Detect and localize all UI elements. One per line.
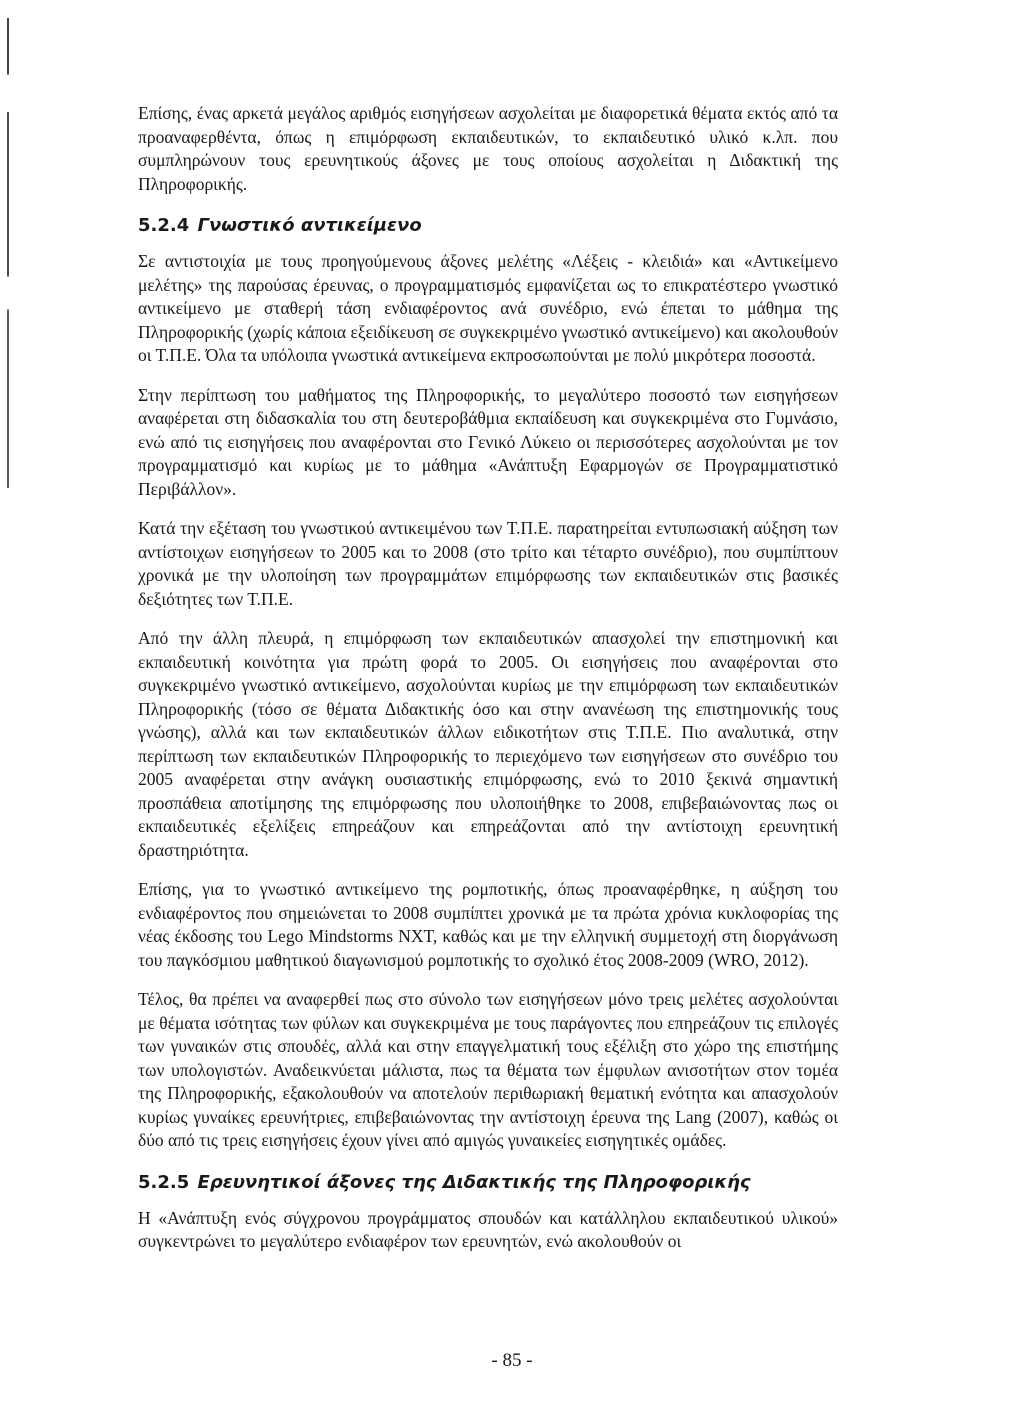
page-number: - 85 - xyxy=(491,1350,533,1371)
section-title: Γνωστικό αντικείμενο xyxy=(197,215,422,236)
paragraph: Επίσης, για το γνωστικό αντικείμενο της ρομποτικής, όπως προαναφέρθηκε, η αύξηση του ενδιαφέροντος που σημειώνεται το 2008 συμπίπτει χρονικά με τα πρώτα χρόνια κυκλοφορίας της νέας έκδοσης του Lego Mindstorms NXT, καθώς και με την ελληνική συμμετοχή στη διοργάνωση του παγκόσμιου μαθητικού διαγωνισμού ρομποτικής το σχολικό έτος 2008-2009 (WRO, 2012). xyxy=(138,879,838,970)
paragraph: Η «Ανάπτυξη ενός σύγχρονου προγράμματος σπουδών και κατάλληλου εκπαιδευτικού υλικού» συγκεντρώνει το μεγαλύτερο ενδιαφέρον των ερευνητών, ενώ ακολουθούν οι xyxy=(138,1207,838,1251)
section-number: 5.2.5 xyxy=(138,1171,190,1193)
paragraph: Κατά την εξέταση του γνωστικού αντικειμένου των Τ.Π.Ε. παρατηρείται εντυπωσιακή αύξηση των αντίστοιχων εισηγήσεων το 2005 και το 2008 (στο τρίτο και τέταρτο συνέδριο), που συμπίπτουν χρονικά με την υλοποίηση των προγραμμάτων επιμόρφωσης των εκπαιδευτικών στις βασικές δεξιότητες των Τ.Π.Ε. xyxy=(138,518,838,609)
section-heading-5-2-4 xyxy=(138,214,838,238)
section-number: 5.2.4 xyxy=(138,215,190,236)
section-title: Ερευνητικοί άξονες της Διδακτικής της Πληροφορικής xyxy=(197,1171,751,1193)
scan-edge-artifact xyxy=(7,18,9,488)
paragraph: Από την άλλη πλευρά, η επιμόρφωση των εκπαιδευτικών απασχολεί την επιστημονική και εκπαιδευτική κοινότητα για πρώτη φορά το 2005. Οι εισηγήσεις που αναφέρονται στο συγκεκριμένο γνωστικό αντικείμενο, ασχολούνται κυρίως με την επιμόρφωση των εκπαιδευτικών Πληροφορικής (τόσο σε θέματα Διδακτικής όσο και στην ανανέωση της επιστημονικής τους γνώσης), αλλά και των εκπαιδευτικών άλλων ειδικοτήτων στις Τ.Π.Ε. Πιο αναλυτικά, στην περίπτωση των εκπαιδευτικών Πληροφορικής το περιεχόμενο των εισηγήσεων στο συνέδριο του 2005 αναφέρεται στην ανάγκη ουσιαστικής επιμόρφωσης, ενώ το 2010 ξεκινά σημαντική προσπάθεια αποτίμησης της επιμόρφωσης που υλοποιήθηκε το 2008, επιβεβαιώνοντας πως οι εκπαιδευτικές εξελίξεις επηρεάζουν και επηρεάζονται από την αντίστοιχη ερευνητική δραστηριότητα. xyxy=(138,628,838,860)
section-heading-5-2-5 xyxy=(138,1171,838,1195)
paragraph-intro: Επίσης, ένας αρκετά μεγάλος αριθμός εισηγήσεων ασχολείται με διαφορετικά θέματα εκτός από τα προαναφερθέντα, όπως η επιμόρφωση εκπαιδευτικών, το εκπαιδευτικό υλικό κ.λπ. που συμπληρώνουν τους ερευνητικούς άξονες με τους οποίους ασχολείται η Διδακτική της Πληροφορικής. xyxy=(138,103,838,194)
paragraph: Στην περίπτωση του μαθήματος της Πληροφορικής, το μεγαλύτερο ποσοστό των εισηγήσεων αναφέρεται στη διδασκαλία του στη δευτεροβάθμια εκπαίδευση και συγκεκριμένα στο Γυμνάσιο, ενώ από τις εισηγήσεις που αναφέρονται στο Γενικό Λύκειο οι περισσότερες ασχολούνται με τον προγραμματισμό και κυρίως με το μάθημα «Ανάπτυξη Εφαρμογών σε Προγραμματιστικό Περιβάλλον». xyxy=(138,384,838,499)
paragraph: Σε αντιστοιχία με τους προηγούμενους άξονες μελέτης «Λέξεις - κλειδιά» και «Αντικείμενο μελέτης» της παρούσας έρευνας, ο προγραμματισμός εμφανίζεται ως το επικρατέστερο γνωστικό αντικείμενο με σταθερή τάση ενδιαφέροντος ανά συνέδριο, ενώ έπεται το μάθημα της Πληροφορικής (χωρίς κάποια εξειδίκευση σε συγκεκριμένο γνωστικό αντικείμενο) και ακολουθούν οι Τ.Π.Ε. Όλα τα υπόλοιπα γνωστικά αντικείμενα εκπροσωπούνται με πολύ μικρότερα ποσοστά. xyxy=(138,251,838,365)
document-page xyxy=(138,102,838,1270)
paragraph: Τέλος, θα πρέπει να αναφερθεί πως στο σύνολο των εισηγήσεων μόνο τρεις μελέτες ασχολούνται με θέματα ισότητας των φύλων και συγκεκριμένα με τους παράγοντες που επηρεάζουν τις επιλογές των γυναικών στις σπουδές, αλλά και στην επαγγελματική τους εξέλιξη στο χώρο της επιστήμης των υπολογιστών. Αναδεικνύεται μάλιστα, πως τα θέματα των έμφυλων ανισοτήτων στον τομέα της Πληροφορικής, εξακολουθούν να αποτελούν περιθωριακή θεματική ενότητα και απασχολούν κυρίως γυναίκες ερευνήτριες, επιβεβαιώνοντας την αντίστοιχη έρευνα της Lang (2007), καθώς οι δύο από τις τρεις εισηγήσεις έχουν γίνει από αμιγώς γυναικείες εισηγητικές ομάδες. xyxy=(138,989,838,1150)
